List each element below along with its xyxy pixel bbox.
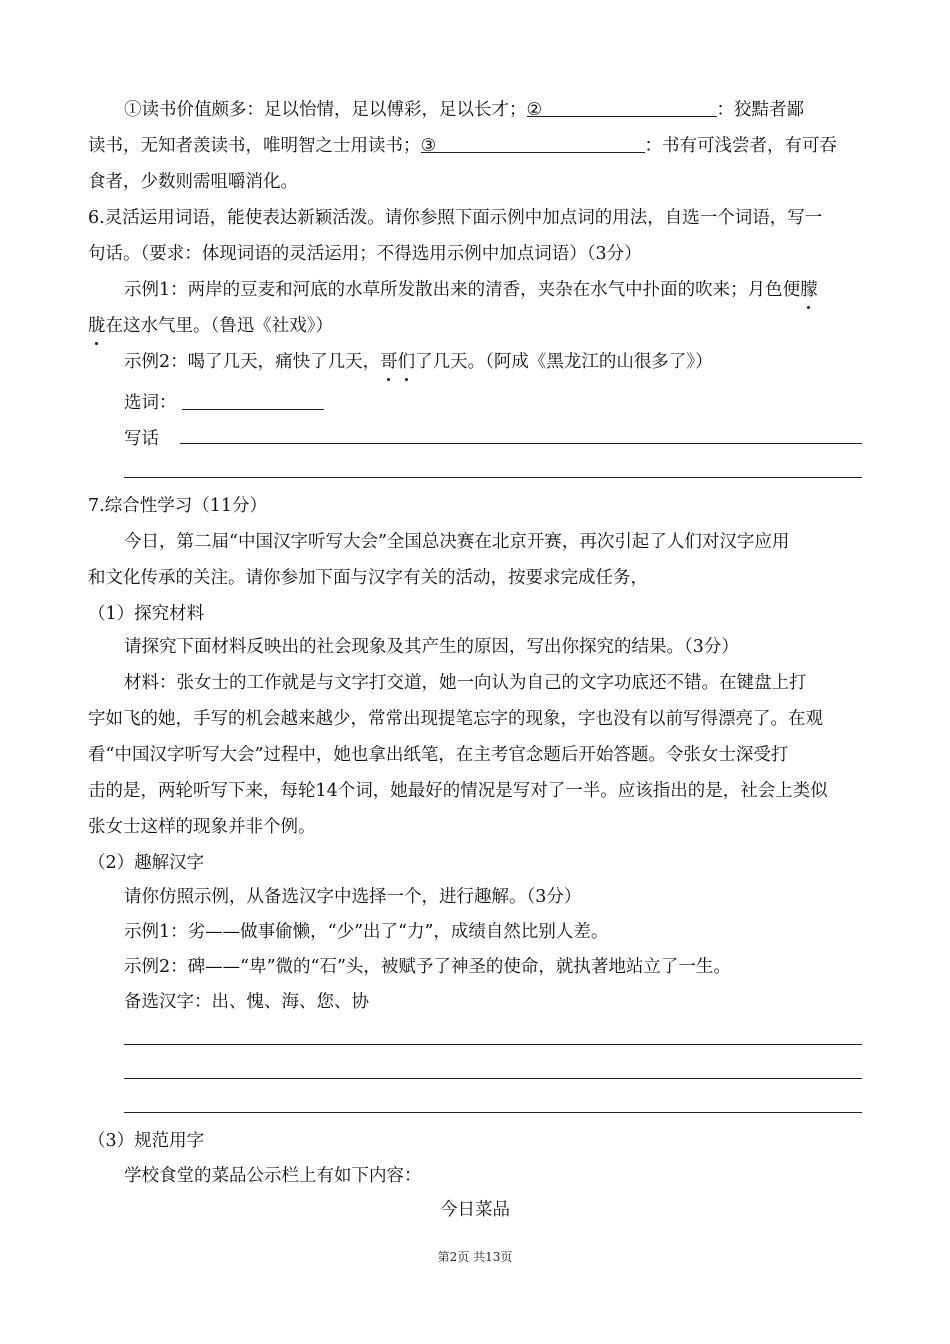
q7-title: 7.综合性学习（11分） [88, 496, 267, 516]
q7-part-1-task: 请探究下面材料反映出的社会现象及其产生的原因，写出你探究的结果。（3分） [124, 637, 739, 657]
dotted-word-char: 胧 [88, 316, 106, 336]
q7-material-line-2: 字如飞的她，手写的机会越来越少，常常出现提笔忘字的现象，字也没有以前写得漂亮了。在观 [88, 709, 823, 729]
q7-part-1-title: （1）探究材料 [88, 604, 205, 624]
dotted-word-char: 哥 [380, 352, 398, 372]
q5-line-2: 读书，无知者羡读书，唯明智之士用读书；③ ：书有可浅尝者，有可吞 [88, 136, 837, 156]
q6-write-answer-line-2[interactable] [124, 477, 862, 478]
q6-choose-word-label: 选词： [124, 393, 177, 413]
q7-part-2-task: 请你仿照示例，从备选汉字中选择一个，进行趣解。（3分） [124, 887, 582, 907]
q7-material-line-4: 击的是，两轮听写下来，每轮14个词，她最好的情况是写对了一半。应该指出的是，社会上类似 [88, 781, 828, 801]
q6-write-answer-line-1[interactable] [180, 443, 862, 444]
q7-intro-line-1: 今日，第二届“中国汉字听写大会”全国总决赛在北京开赛，再次引起了人们对汉字应用 [124, 532, 790, 552]
q6-choose-word-blank[interactable] [182, 409, 324, 410]
menu-title: 今日菜品 [440, 1200, 510, 1220]
q6-example-1-line-1: 示例1：两岸的豆麦和河底的水草所发散出来的清香，夹杂在水气中扑面的吹来；月色便朦 [124, 280, 818, 300]
q7-part-2-example-2: 示例2：碑——“卑”微的“石”头，被赋予了神圣的使命，就执著地站立了一生。 [124, 957, 731, 977]
q5-line-3: 食者，少数则需咀嚼消化。 [88, 172, 298, 192]
q5-answer-blank-3[interactable]: ③ [421, 134, 645, 153]
page-footer: 第2页 共13页 [437, 1250, 513, 1264]
q7-part-3-title: （3）规范用字 [88, 1131, 205, 1151]
dotted-word-char: 们 [397, 352, 416, 372]
q7-material-line-5: 张女士这样的现象并非个例。 [88, 817, 316, 837]
q7-part-2-example-1: 示例1：劣——做事偷懒，“少”出了“力”，成绩自然比别人差。 [124, 922, 609, 942]
q6-prompt-line-1: 6.灵活运用词语，能使表达新颖活泼。请你参照下面示例中加点词的用法，自选一个词语，写一 [88, 208, 823, 228]
dotted-word-char: 朦 [800, 280, 818, 300]
q6-example-2: 示例2：喝了几天，痛快了几天，哥们了几天。（阿成《黑龙江的山很多了》） [124, 352, 713, 372]
q7-part-2-answer-line-3[interactable] [124, 1112, 862, 1113]
q7-part-2-answer-line-2[interactable] [124, 1078, 862, 1079]
q7-part-2-answer-line-1[interactable] [124, 1044, 862, 1045]
q7-part-2-options: 备选汉字：出、愧、海、您、协 [124, 992, 369, 1012]
q7-material-line-3: 看“中国汉字听写大会”过程中，她也拿出纸笔，在主考官念题后开始答题。令张女士深受打 [88, 745, 789, 765]
q6-example-1-line-2: 胧在这水气里。（鲁迅《社戏》） [88, 316, 333, 336]
q6-prompt-line-2: 句话。（要求：体现词语的灵活运用；不得选用示例中加点词语）（3分） [88, 244, 642, 264]
q7-material-line-1: 材料：张女士的工作就是与文字打交道，她一向认为自己的文字功底还不错。在键盘上打 [124, 673, 807, 693]
q5-line-1: ①读书价值颇多：足以怡情，足以傅彩，足以长才；② ：狡黠者鄙 [124, 100, 804, 120]
q7-intro-line-2: 和文化传承的关注。请你参加下面与汉字有关的活动，按要求完成任务， [88, 568, 648, 588]
q5-answer-blank-2[interactable]: ② [527, 98, 717, 117]
q7-part-3-task: 学校食堂的菜品公示栏上有如下内容： [124, 1166, 422, 1186]
q6-write-label: 写话 [124, 429, 159, 449]
q7-part-2-title: （2）趣解汉字 [88, 853, 205, 873]
